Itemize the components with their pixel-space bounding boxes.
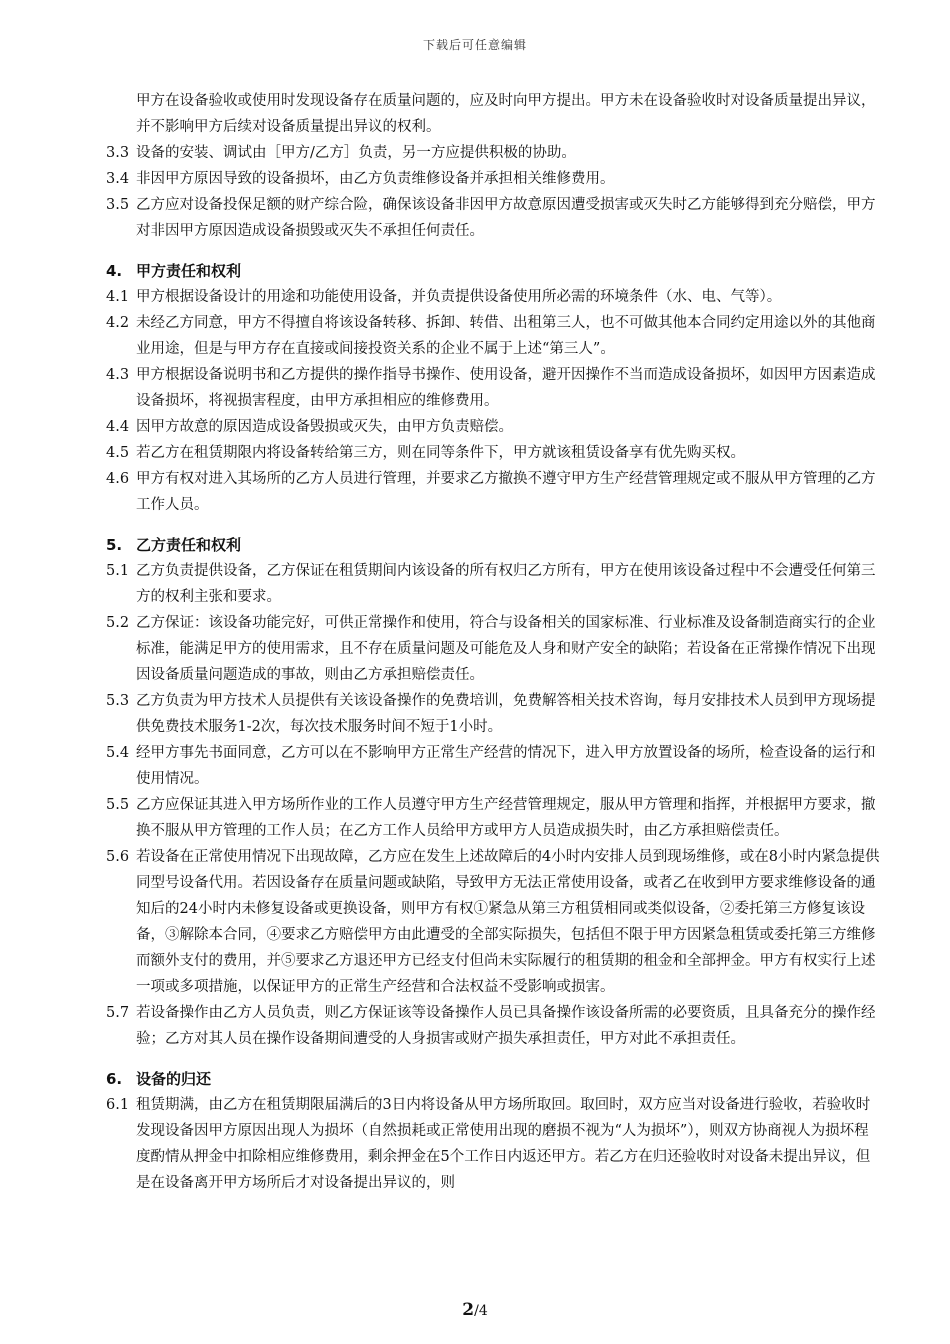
clause-number: 3.5 <box>106 197 130 213</box>
clause-number: 3.3 <box>106 145 130 161</box>
clause-3-4 <box>106 166 882 192</box>
clause-number: 4.4 <box>106 419 130 435</box>
clause-number: 5.1 <box>106 563 130 579</box>
section-number: 5. <box>106 536 123 554</box>
clause-5-6 <box>106 844 882 1000</box>
clause-number: 5.6 <box>106 849 130 865</box>
clause-4-3 <box>106 362 882 414</box>
clause-number: 6.1 <box>106 1097 130 1113</box>
clause-text: 设备的安装、调试由［甲方/乙方］负责，另一方应提供积极的协助。 <box>136 145 576 161</box>
section-title: 乙方责任和权利 <box>136 536 242 554</box>
section-title: 甲方责任和权利 <box>136 262 242 280</box>
clause-4-6 <box>106 466 882 518</box>
clause-text: 若设备在正常使用情况下出现故障，乙方应在发生上述故障后的4小时内安排人员到现场维修，或在8小时内紧急提供同型号设备代用。若因设备存在质量问题或缺陷，导致甲方无法正常使用设备，或者乙在收到甲方要求维修设备的通知后的24小时内未修复设备或更换设备，则甲方有权①紧急从第三方租赁相同或类似设备，②委托第三方修复该设备，③解除本合同，④要求乙方赔偿甲方由此遭受的全部实际损失，包括但不限于甲方因紧急租赁或委托第三方维修而额外支付的费用，并⑤要求乙方退还甲方已经支付但尚未实际履行的租赁期的租金和全部押金。甲方有权实行上述一项或多项措施，以保证甲方的正常生产经营和合法权益不受影响或损害。 <box>136 849 880 995</box>
clause-text: 乙方保证：该设备功能完好，可供正常操作和使用，符合与设备相关的国家标准、行业标准及设备制造商实行的企业标准，能满足甲方的使用需求，且不存在质量问题及可能危及人身和财产安全的缺陷；若设备在正常操作情况下出现因设备质量问题造成的事故，则由乙方承担赔偿责任。 <box>136 615 876 683</box>
clause-text: 非因甲方原因导致的设备损坏，由乙方负责维修设备并承担相关维修费用。 <box>136 171 615 187</box>
document-body <box>106 88 882 1196</box>
section-heading-4 <box>106 258 882 284</box>
clause-4-1 <box>106 284 882 310</box>
clause-number: 4.3 <box>106 367 130 383</box>
clause-number: 5.4 <box>106 745 130 761</box>
clause-number: 4.5 <box>106 445 130 461</box>
clause-text: 乙方应对设备投保足额的财产综合险，确保该设备非因甲方故意原因遭受损害或灭失时乙方能够得到充分赔偿，甲方对非因甲方原因造成设备损毁或灭失不承担任何责任。 <box>136 197 876 239</box>
clause-number: 5.7 <box>106 1005 130 1021</box>
clause-4-4 <box>106 414 882 440</box>
clause-4-2 <box>106 310 882 362</box>
section-heading-6 <box>106 1066 882 1092</box>
clause-3-5 <box>106 192 882 244</box>
clause-5-7 <box>106 1000 882 1052</box>
page-number <box>0 1300 950 1320</box>
section-number: 6. <box>106 1070 123 1088</box>
clause-text: 乙方应保证其进入甲方场所作业的工作人员遵守甲方生产经营管理规定，服从甲方管理和指挥，并根据甲方要求，撤换不服从甲方管理的工作人员；在乙方工作人员给甲方或甲方人员造成损失时，由乙方承担赔偿责任。 <box>136 797 876 839</box>
clause-text: 租赁期满，由乙方在租赁期限届满后的3日内将设备从甲方场所取回。取回时，双方应当对设备进行验收，若验收时发现设备因甲方原因出现人为损坏（自然损耗或正常使用出现的磨损不视为“人为损坏”），则双方协商视人为损坏程度酌情从押金中扣除相应维修费用，剩余押金在5个工作日内返还甲方。若乙方在归还验收时对设备未提出异议，但是在设备离开甲方场所后才对设备提出异议的，则 <box>136 1097 871 1191</box>
clause-text: 因甲方故意的原因造成设备毁损或灭失，由甲方负责赔偿。 <box>136 419 513 435</box>
clause-text: 乙方负责提供设备，乙方保证在租赁期间内该设备的所有权归乙方所有，甲方在使用该设备过程中不会遭受任何第三方的权利主张和要求。 <box>136 563 876 605</box>
clause-text: 乙方负责为甲方技术人员提供有关该设备操作的免费培训，免费解答相关技术咨询，每月安排技术人员到甲方现场提供免费技术服务1-2次，每次技术服务时间不短于1小时。 <box>136 693 876 735</box>
clause-text: 未经乙方同意，甲方不得擅自将该设备转移、拆卸、转借、出租第三人，也不可做其他本合同约定用途以外的其他商业用途，但是与甲方存在直接或间接投资关系的企业不属于上述“第三人”。 <box>136 315 876 357</box>
section-title: 设备的归还 <box>136 1070 212 1088</box>
clause-number: 3.4 <box>106 171 130 187</box>
section-heading-5 <box>106 532 882 558</box>
clause-number: 5.2 <box>106 615 130 631</box>
clause-text: 甲方根据设备设计的用途和功能使用设备，并负责提供设备使用所必需的环境条件（水、电、气等）。 <box>136 289 782 305</box>
clause-5-2 <box>106 610 882 688</box>
page-separator: / <box>474 1303 479 1319</box>
current-page: 2 <box>462 1300 475 1320</box>
clause-number: 4.1 <box>106 289 130 305</box>
clause-number: 4.2 <box>106 315 130 331</box>
clause-5-4 <box>106 740 882 792</box>
clause-3-3 <box>106 140 882 166</box>
total-pages: 4 <box>478 1303 488 1319</box>
clause-5-5 <box>106 792 882 844</box>
clause-text: 甲方根据设备说明书和乙方提供的操作指导书操作、使用设备，避开因操作不当而造成设备损坏，如因甲方因素造成设备损坏，将视损害程度，由甲方承担相应的维修费用。 <box>136 367 876 409</box>
clause-4-5 <box>106 440 882 466</box>
clause-text: 若设备操作由乙方人员负责，则乙方保证该等设备操作人员已具备操作该设备所需的必要资质，且具备充分的操作经验；乙方对其人员在操作设备期间遭受的人身损害或财产损失承担责任，甲方对此不承担责任。 <box>136 1005 876 1047</box>
clause-text: 甲方有权对进入其场所的乙方人员进行管理，并要求乙方撤换不遵守甲方生产经营管理规定或不服从甲方管理的乙方工作人员。 <box>136 471 876 513</box>
clause-text: 经甲方事先书面同意，乙方可以在不影响甲方正常生产经营的情况下，进入甲方放置设备的场所，检查设备的运行和使用情况。 <box>136 745 876 787</box>
clause-5-3 <box>106 688 882 740</box>
clause-6-1 <box>106 1092 882 1196</box>
intro-paragraph: 甲方在设备验收或使用时发现设备存在质量问题的，应及时向甲方提出。甲方未在设备验收时对设备质量提出异议，并不影响甲方后续对设备质量提出异议的权利。 <box>136 93 876 135</box>
page-header: 下载后可任意编辑 <box>422 38 527 52</box>
clause-text: 若乙方在租赁期限内将设备转给第三方，则在同等条件下，甲方就该租赁设备享有优先购买权。 <box>136 445 745 461</box>
section-number: 4. <box>106 262 123 280</box>
clause-number: 4.6 <box>106 471 130 487</box>
clause-number: 5.5 <box>106 797 130 813</box>
clause-5-1 <box>106 558 882 610</box>
clause-number: 5.3 <box>106 693 130 709</box>
